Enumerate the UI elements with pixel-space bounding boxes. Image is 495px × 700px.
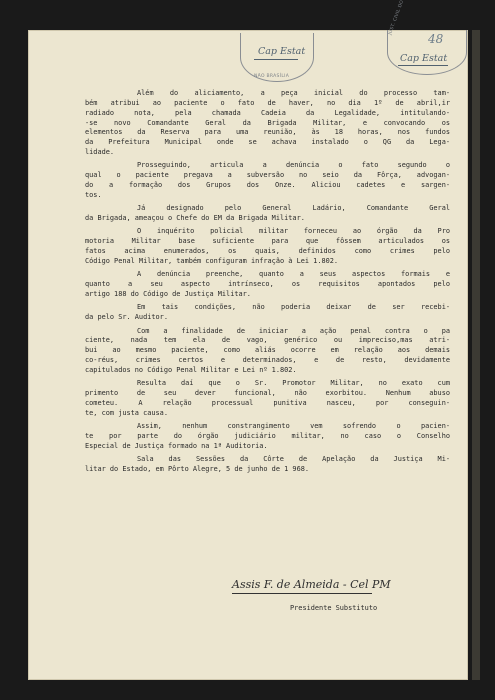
text-line: litar do Estado, em Pôrto Alegre, 5 de junho de 1 968.: [85, 465, 310, 474]
text-line: Assim, nenhum constrangimento vem sofrendo o pacien-: [137, 422, 450, 431]
text-line: te, com justa causa.: [85, 408, 168, 417]
text-line: Com a finalidade de iniciar a ação penal contra o pa: [137, 326, 450, 335]
text-line: elementos da Reserva para uma reunião, às 18 horas, nos fundos: [85, 128, 450, 137]
signature-line: [232, 593, 372, 594]
text-line: quanto a seu aspecto intrínseco, os requisitos apontados pelo: [85, 280, 450, 289]
text-line: do a formação dos Grupos dos Onze. Aliciou cadetes e sargen-: [85, 181, 450, 190]
left-stamp-underline: [254, 59, 298, 60]
text-line: capitulados no Código Penal Militar e Lei nº 1.802.: [85, 365, 297, 374]
text-line: cometeu. A relação processual punitiva nasceu, por conseguin-: [85, 398, 450, 407]
text-line: primento de seu dever funcional, não exorbitou. Nenhum abuso: [85, 389, 450, 398]
text-line: Além do aliciamento, a peça inicial do processo tam-: [137, 89, 450, 97]
handwritten-signature: Assis F. de Almeida - Cel PM: [232, 578, 391, 591]
text-line: bui ao mesmo paciente, como aliás ocorre em relação aos demais: [85, 346, 450, 355]
text-line: Prosseguindo, articula a denúncia o fato segundo o: [137, 161, 450, 170]
text-line: Especial de Justiça formado na 1ª Auditoria.: [85, 441, 268, 450]
text-line: lidade.: [85, 148, 115, 157]
text-line: Código Penal Militar, também configuram infração à Lei 1.802.: [85, 257, 339, 265]
text-line: da pelo Sr. Auditor.: [85, 313, 168, 322]
text-line: tos.: [85, 190, 102, 199]
text-line: da Prefeitura Municipal onde se achava instalado o QG da Lega-: [85, 138, 450, 147]
text-line: Já designado pelo General Ladário, Comandante Geral: [137, 204, 450, 213]
right-stamp-underline: [398, 65, 448, 66]
text-line: co-réus, crimes certos e determinados, e de resto, devidamente: [85, 356, 450, 365]
binding-edge: [472, 30, 480, 680]
right-stamp-page-number: 48: [428, 32, 444, 46]
text-line: Sala das Sessões da Côrte de Apelação da Justiça Mi-: [137, 455, 450, 464]
text-line: ciente, nada tem ela de vago, genérico ou impreciso,mas atri-: [85, 336, 450, 345]
paragraph: [85, 89, 450, 158]
text-line: qual o paciente pregava a subversão no seio da Fôrça, advogan-: [85, 171, 450, 180]
signatory-title: Presidente Substituto: [290, 604, 378, 612]
paragraph: [85, 303, 450, 323]
paragraph: [85, 204, 450, 224]
text-line: A denúncia preenche, quanto a seus aspectos formais e: [137, 270, 450, 279]
text-line: fatos acima enumerados, os quais, definidos como crimes pelo: [85, 247, 450, 256]
left-seal-bottom-text: NÃO BRASÍLIA: [254, 74, 290, 79]
text-line: artigo 188 do Código de Justiça Militar.: [85, 290, 251, 299]
paragraph: [85, 455, 450, 475]
paragraph: [85, 327, 450, 376]
text-line: -se novo Comandante Geral da Brigada Militar, e convocando os: [85, 118, 450, 127]
text-line: radiado nota, pela chamada Cadeia da Legalidade, intitulando-: [85, 108, 450, 117]
text-line: da Brigada, ameaçou o Chefe do EM da Brigada Militar.: [85, 214, 305, 223]
text-line: bém atribui ao paciente o fato de haver, no dia 1º de abril,ir: [85, 98, 450, 107]
paragraph: [85, 379, 450, 418]
paragraph: [85, 422, 450, 452]
paragraph: [85, 161, 450, 200]
text-line: O inquérito policial militar forneceu ao órgão da Pro: [137, 227, 450, 236]
text-line: Resulta daí que o Sr. Promotor Militar, no exato cum: [137, 379, 450, 388]
text-line: motoria Militar base suficiente para que fôssem articulados os: [85, 237, 450, 246]
left-stamp-signature: Cap Estat: [258, 46, 306, 57]
right-stamp-signature: Cap Estat: [400, 53, 448, 64]
paragraph: [85, 270, 450, 300]
paragraph: [85, 227, 450, 266]
text-line: Em tais condições, não poderia deixar de ser recebi-: [137, 303, 450, 312]
text-line: te por parte do órgão judiciário militar, no caso o Conselho: [85, 432, 450, 440]
ruling-body-text: [85, 89, 450, 478]
